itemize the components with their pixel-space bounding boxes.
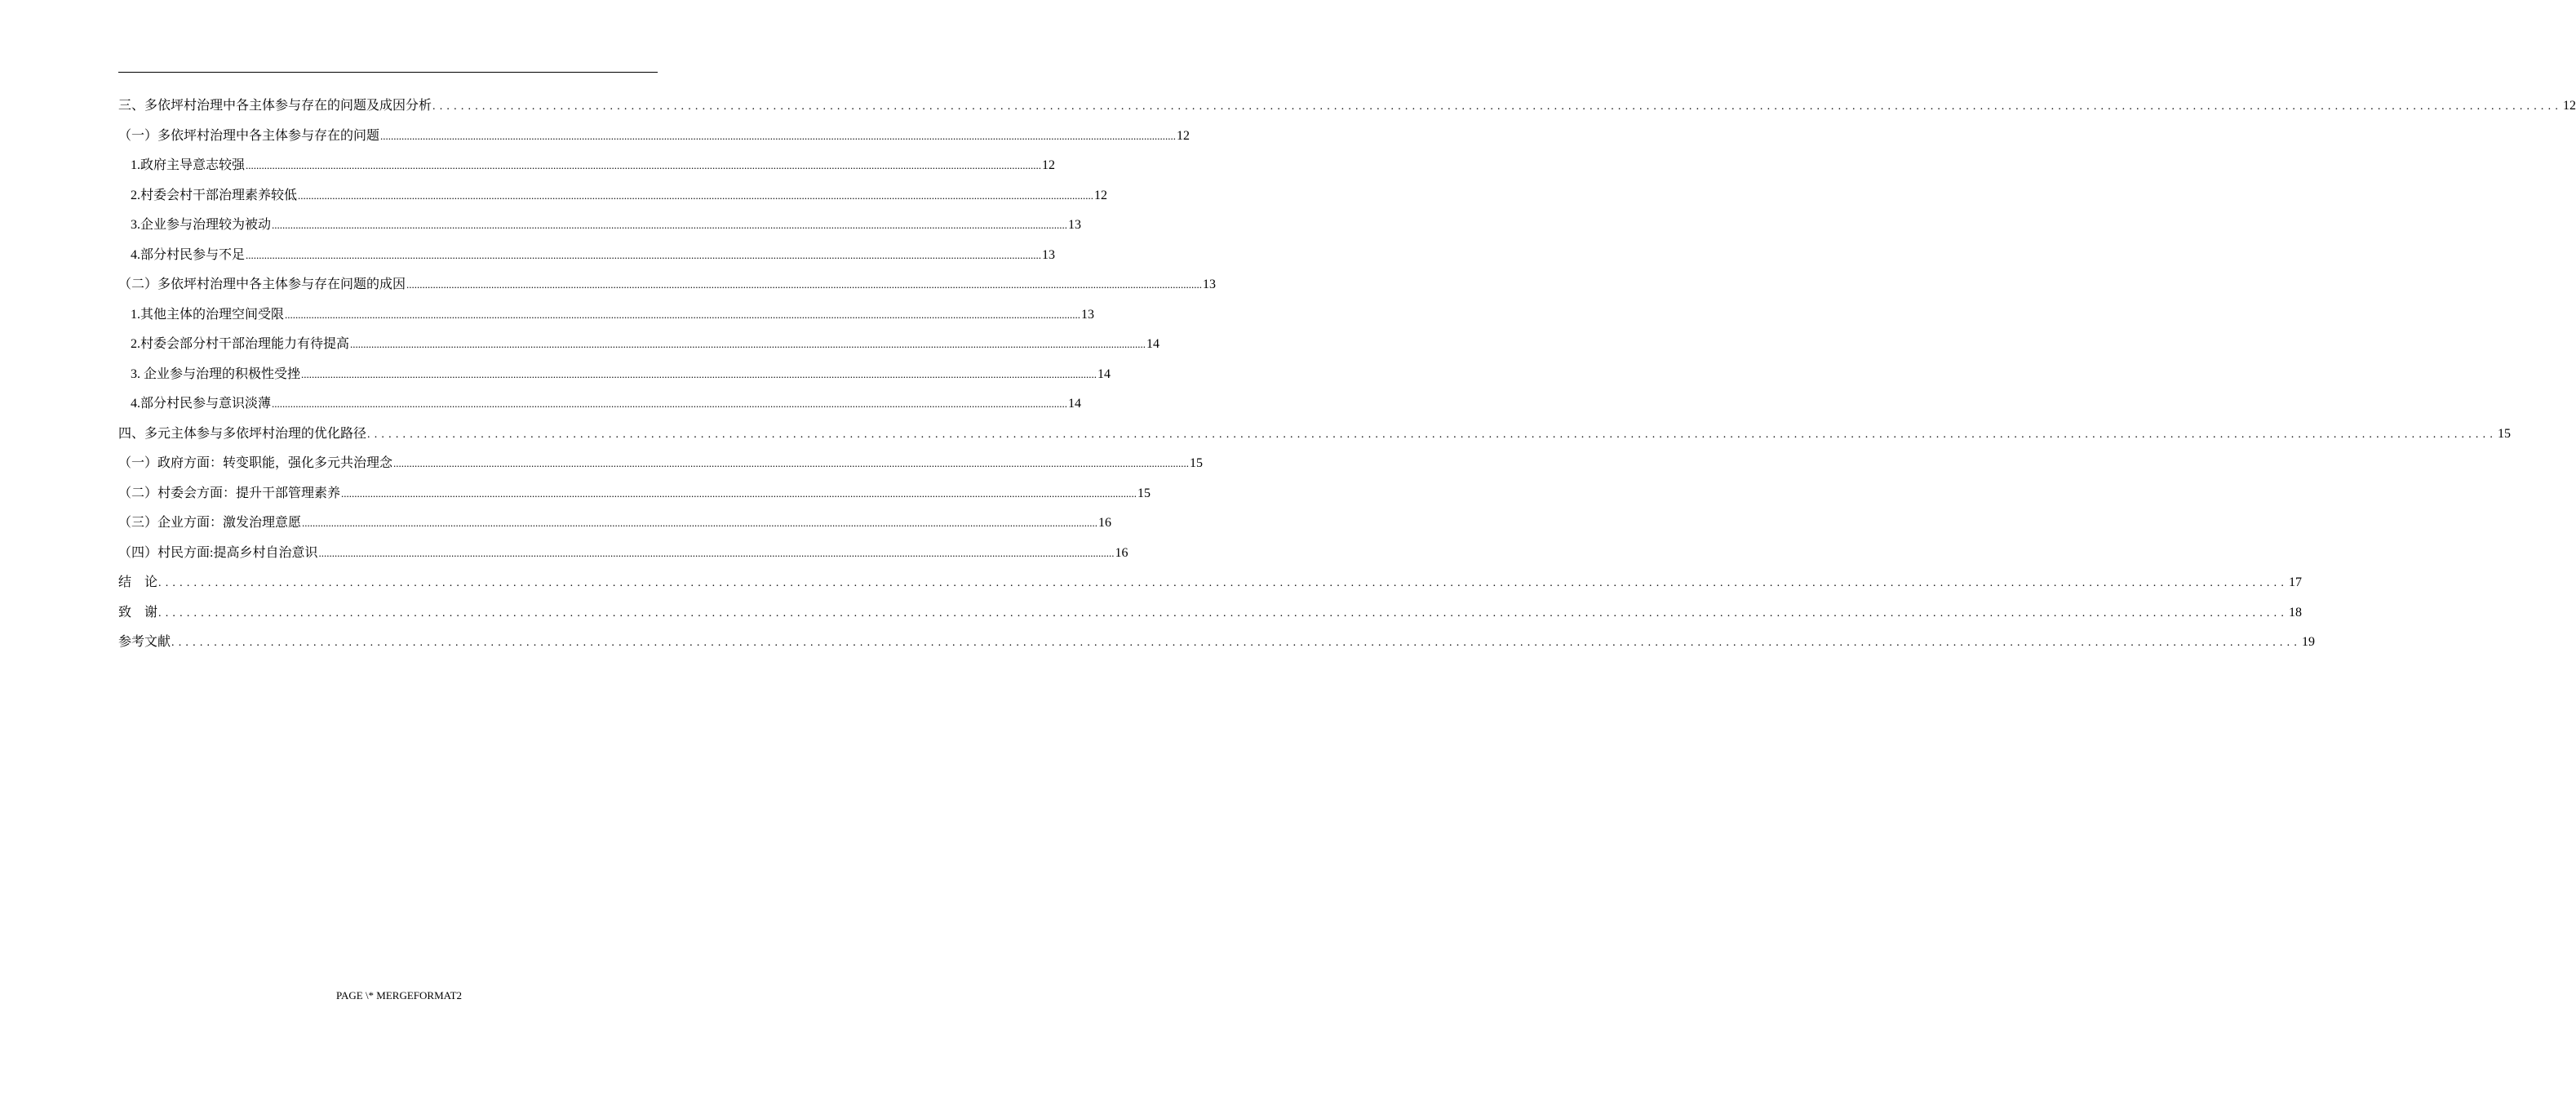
toc-entry-title: 4.部分村民参与意识淡薄 [131,397,272,411]
toc-entry-page: 17 [2289,575,2303,589]
toc-leader-dots: ............................................................................................................................................................................................................................................................................................................ [367,428,2498,441]
toc-entry-page: 14 [1146,337,1160,351]
toc-entry[interactable] [118,124,1190,154]
toc-leader-dots: ............................................................................................................................................................................................................................................................................................................ [158,577,2289,589]
toc-entry-title: 1.其他主体的治理空间受限 [131,307,285,322]
toc-entry[interactable] [118,392,1082,422]
toc-leader-dots: ............................................................................................................................................................................................................................................................................................................ [158,606,2289,620]
toc-entry[interactable] [118,482,1151,512]
table-of-contents [118,94,2576,660]
toc-leader-dots: ............................................................................................................................................................................................................................................................................................................ [301,367,1097,380]
toc-entry[interactable] [118,362,1111,393]
toc-entry-title: 参考文献 [118,635,171,649]
toc-entry-page: 13 [1068,218,1082,232]
toc-leader-dots: ............................................................................................................................................................................................................................................................................................................ [432,100,2563,113]
toc-entry-title: （二）多依坪村治理中各主体参与存在问题的成因 [118,278,406,291]
toc-entry-title: 四、多元主体参与多依坪村治理的优化路径 [118,426,367,441]
toc-entry[interactable] [118,243,1056,273]
toc-entry[interactable] [118,422,2512,452]
toc-entry-page: 15 [1190,456,1204,470]
toc-entry-page: 12 [1094,188,1108,202]
toc-entry-title: 4.部分村民参与不足 [131,247,246,262]
toc-entry-title: 2.村委会村干部治理素养较低 [131,188,298,202]
toc-entry[interactable] [118,303,1095,333]
toc-entry[interactable] [118,571,2303,601]
toc-leader-dots: ............................................................................................................................................................................................................................................................................................................ [318,546,1115,559]
toc-entry-title: 结 论 [118,575,158,589]
toc-entry-title: （一）政府方面：转变职能，强化多元共治理念 [118,456,393,470]
toc-entry-title: （三）企业方面：激发治理意愿 [118,516,302,530]
toc-leader-dots: ............................................................................................................................................................................................................................................................................................................ [272,219,1068,231]
toc-entry-page: 16 [1115,545,1128,560]
toc-entry-page: 12 [1177,128,1190,143]
toc-leader-dots: ............................................................................................................................................................................................................................................................................................................ [246,248,1042,261]
toc-entry[interactable] [118,153,1056,184]
toc-entry[interactable] [118,273,1217,303]
toc-entry-page: 16 [1098,516,1112,530]
toc-leader-dots: ............................................................................................................................................................................................................................................................................................................ [285,308,1081,321]
toc-leader-dots: ............................................................................................................................................................................................................................................................................................................ [380,129,1177,142]
toc-entry-page: 18 [2289,605,2303,620]
toc-leader-dots: ............................................................................................................................................................................................................................................................................................................ [171,637,2302,649]
toc-entry-page: 19 [2302,635,2316,649]
toc-leader-dots: ............................................................................................................................................................................................................................................................................................................ [350,338,1146,350]
toc-entry-page: 15 [1137,486,1151,500]
toc-leader-dots: ............................................................................................................................................................................................................................................................................................................ [246,159,1042,171]
toc-entry-title: （四）村民方面:提高乡村自治意识 [118,545,318,560]
toc-entry[interactable] [118,601,2303,631]
page-footer: PAGE \* MERGEFORMAT2 [335,989,463,1002]
toc-entry[interactable] [118,511,1112,541]
toc-entry[interactable] [118,332,1160,362]
toc-leader-dots: ............................................................................................................................................................................................................................................................................................................ [393,457,1190,469]
toc-leader-dots: ............................................................................................................................................................................................................................................................................................................ [272,397,1068,410]
toc-leader-dots: ............................................................................................................................................................................................................................................................................................................ [341,486,1137,500]
toc-leader-dots: ............................................................................................................................................................................................................................................................................................................ [406,278,1203,291]
toc-entry-page: 14 [1068,397,1082,411]
toc-entry-title: （一）多依坪村治理中各主体参与存在的问题 [118,128,380,143]
toc-entry-page: 13 [1203,278,1217,291]
toc-leader-dots: ............................................................................................................................................................................................................................................................................................................ [302,517,1098,529]
toc-entry[interactable] [118,213,1082,243]
toc-entry-page: 13 [1081,307,1095,322]
toc-entry[interactable] [118,541,1128,571]
toc-entry-title: 致 谢 [118,605,158,620]
toc-leader-dots: ............................................................................................................................................................................................................................................................................................................ [298,189,1094,202]
toc-entry[interactable] [118,94,2576,124]
header-rule [118,72,658,73]
toc-entry-title: 3. 企业参与治理的积极性受挫 [131,366,301,381]
toc-entry[interactable] [118,451,1204,482]
toc-entry[interactable] [118,184,1108,214]
toc-entry-title: 1.政府主导意志较强 [131,158,246,172]
toc-entry-page: 14 [1097,366,1111,381]
toc-entry-title: 三、多依坪村治理中各主体参与存在的问题及成因分析 [118,99,432,113]
toc-entry[interactable] [118,630,2316,660]
toc-entry-page: 13 [1042,247,1056,262]
toc-entry-page: 15 [2498,426,2512,441]
toc-entry-title: （二）村委会方面：提升干部管理素养 [118,486,341,500]
toc-entry-title: 2.村委会部分村干部治理能力有待提高 [131,337,350,351]
toc-entry-page: 12 [1042,158,1056,172]
toc-entry-title: 3.企业参与治理较为被动 [131,218,272,232]
toc-entry-page: 12 [2563,99,2576,113]
